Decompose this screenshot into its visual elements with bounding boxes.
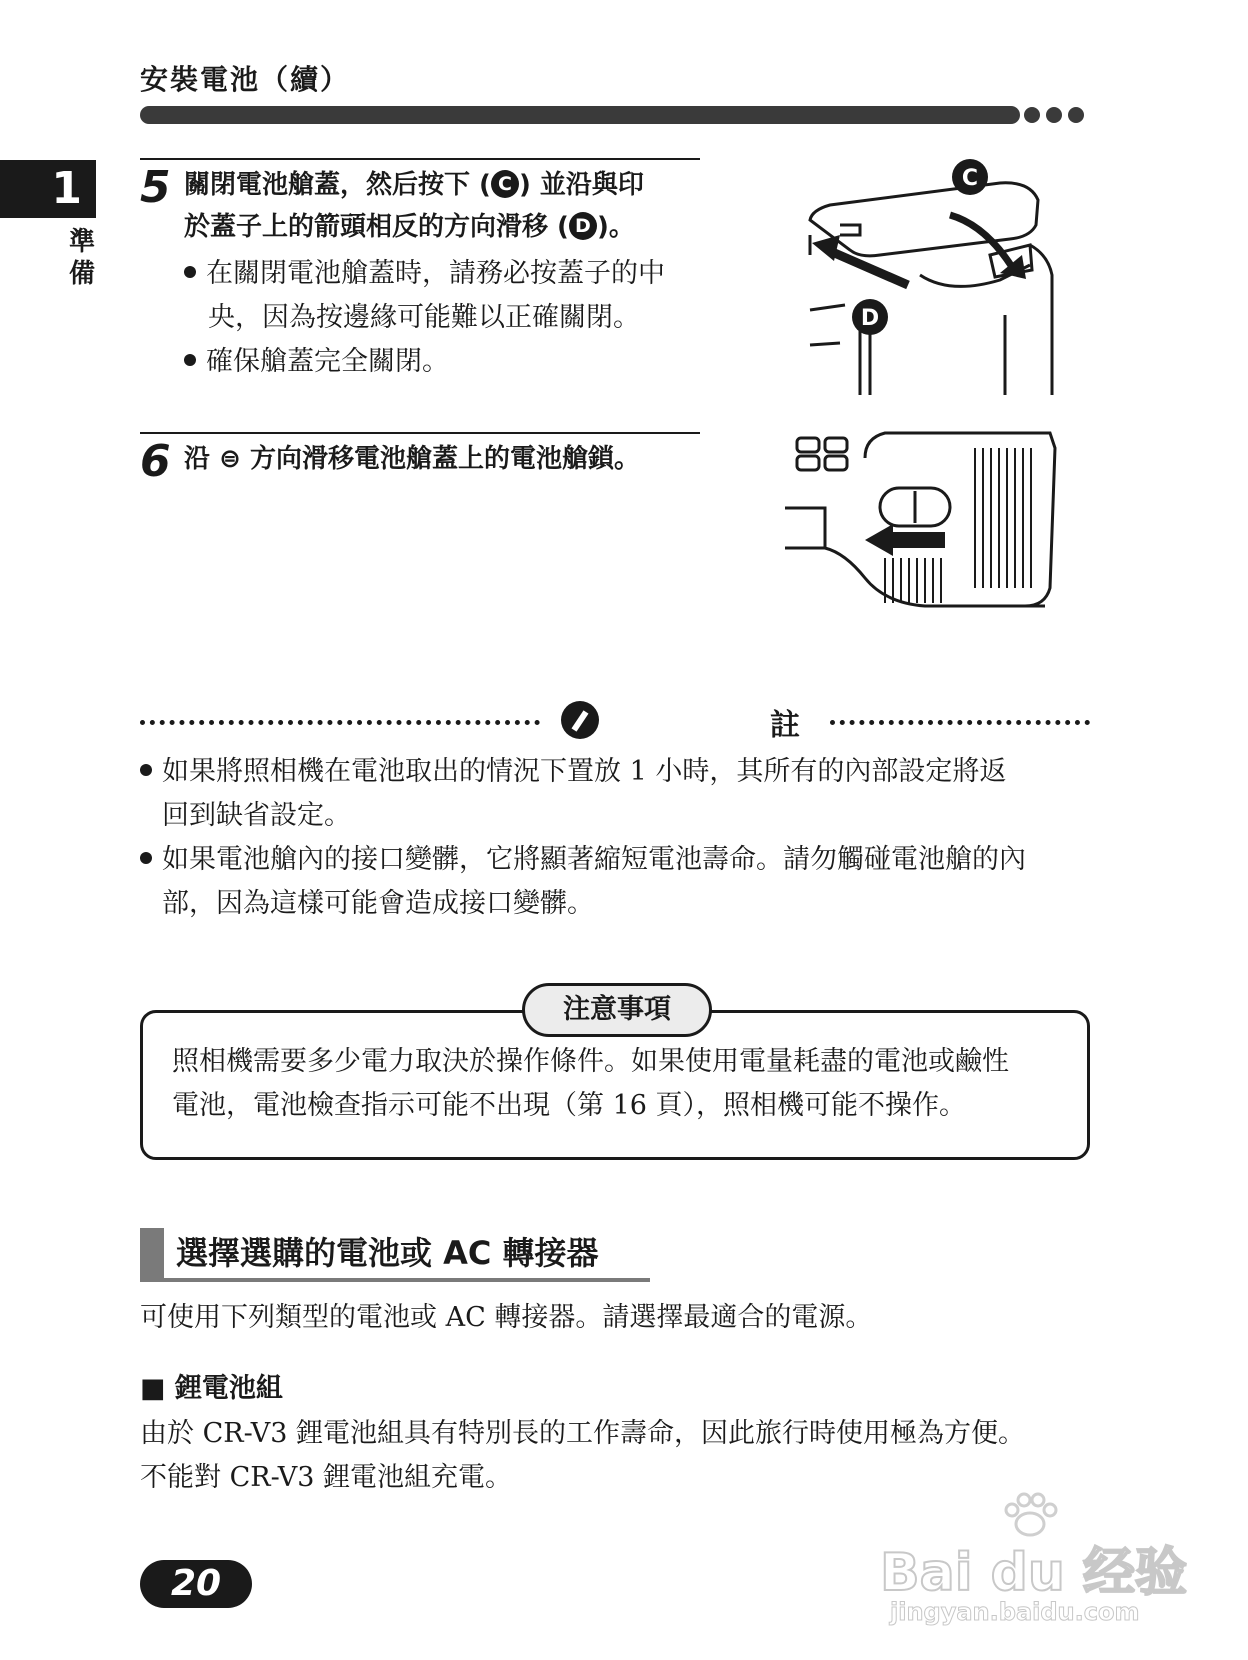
header-rule — [140, 106, 1020, 124]
battery-lock-illustration — [785, 428, 1075, 608]
section-intro: 可使用下列類型的電池或 AC 轉接器。請選擇最適合的電源。 — [140, 1302, 873, 1333]
note-title: 註 — [770, 708, 800, 743]
step5-title-text: )。 — [596, 212, 635, 242]
note-bullet-list — [140, 750, 1100, 926]
section-title: 選擇選購的電池或 AC 轉接器 — [176, 1234, 599, 1272]
header-dot — [1024, 107, 1040, 123]
chapter-label-char: 備 — [68, 259, 95, 289]
list-item — [184, 252, 724, 296]
body-line: 由於 CR-V3 鋰電池組具有特別長的工作壽命，因此旅行時使用極為方便。 — [140, 1418, 1025, 1449]
dotted-rule — [830, 720, 1090, 725]
battery-cover-illustration — [800, 155, 1060, 400]
baidu-watermark — [880, 1490, 1200, 1630]
watermark-url: jingyan.baidu.com — [890, 1598, 1140, 1626]
step6-title — [184, 438, 714, 480]
section-body — [140, 1412, 1100, 1500]
list-item — [140, 838, 1100, 882]
caution-line: 電池，電池檢查指示可能不出現（第 16 頁），照相機可能不操作。 — [172, 1090, 967, 1121]
bullet-dot-icon — [140, 852, 152, 864]
page-header-title: 安裝電池（續） — [140, 63, 351, 96]
step5-title-text: ) 並沿與印 — [518, 170, 644, 200]
lock-direction-icon: ⊜ — [219, 444, 241, 474]
bullet-dot-icon — [184, 266, 196, 278]
step5-rule — [140, 158, 700, 160]
header-dot — [1068, 107, 1084, 123]
watermark-text: Bai du 经验 — [880, 1543, 1187, 1603]
step5-title — [184, 164, 714, 248]
step5-bullet-list — [184, 252, 724, 384]
chapter-number-tab: 1 — [0, 160, 96, 218]
list-item-continuation: 回到缺省設定。 — [162, 800, 351, 831]
marker-d-icon: D — [569, 212, 597, 240]
illus-marker-d: D — [860, 306, 880, 331]
chapter-label-char: 準 — [68, 227, 95, 257]
caution-text — [172, 1040, 1072, 1128]
list-item — [140, 750, 1100, 794]
page-number: 20 — [140, 1560, 252, 1608]
bullet-text: 如果將照相機在電池取出的情況下置放 1 小時，其所有的內部設定將返 — [162, 756, 1007, 787]
header-dot — [1046, 107, 1062, 123]
pencil-note-icon — [560, 700, 600, 740]
section-marker — [140, 1228, 164, 1278]
list-item — [184, 340, 724, 384]
bullet-text: 如果電池艙內的接口變髒，它將顯著縮短電池壽命。請勿觸碰電池艙的內 — [162, 844, 1026, 875]
list-item-continuation: 央，因為按邊緣可能難以正確關閉。 — [208, 302, 640, 333]
step6-number: 6 — [140, 436, 171, 487]
section-underline — [140, 1278, 650, 1282]
step5-number: 5 — [140, 162, 171, 213]
subheading: ■ 鋰電池組 — [140, 1373, 283, 1404]
bullet-dot-icon — [184, 354, 196, 366]
bullet-text: 確保艙蓋完全關閉。 — [206, 346, 449, 377]
step5-title-text: 於蓋子上的箭頭相反的方向滑移 ( — [184, 212, 569, 242]
marker-c-icon: C — [491, 170, 519, 198]
list-item-continuation: 部，因為這樣可能會造成接口變髒。 — [162, 888, 594, 919]
step6-title-text: 沿 — [184, 444, 211, 474]
caution-line: 照相機需要多少電力取決於操作條件。如果使用電量耗盡的電池或鹼性 — [172, 1046, 1009, 1077]
note-header — [140, 700, 1090, 743]
bullet-dot-icon — [140, 764, 152, 776]
caution-title: 注意事項 — [522, 983, 712, 1037]
illus-marker-c: C — [961, 166, 979, 191]
step6-rule — [140, 432, 700, 434]
body-line: 不能對 CR-V3 鋰電池組充電。 — [140, 1462, 512, 1493]
step5-title-text: 關閉電池艙蓋，然后按下 ( — [184, 170, 491, 200]
bullet-text: 在關閉電池艙蓋時，請務必按蓋子的中 — [206, 258, 665, 289]
step6-title-text: 方向滑移電池艙蓋上的電池艙鎖。 — [249, 444, 640, 474]
chapter-label — [66, 226, 98, 290]
dotted-rule — [140, 720, 540, 725]
